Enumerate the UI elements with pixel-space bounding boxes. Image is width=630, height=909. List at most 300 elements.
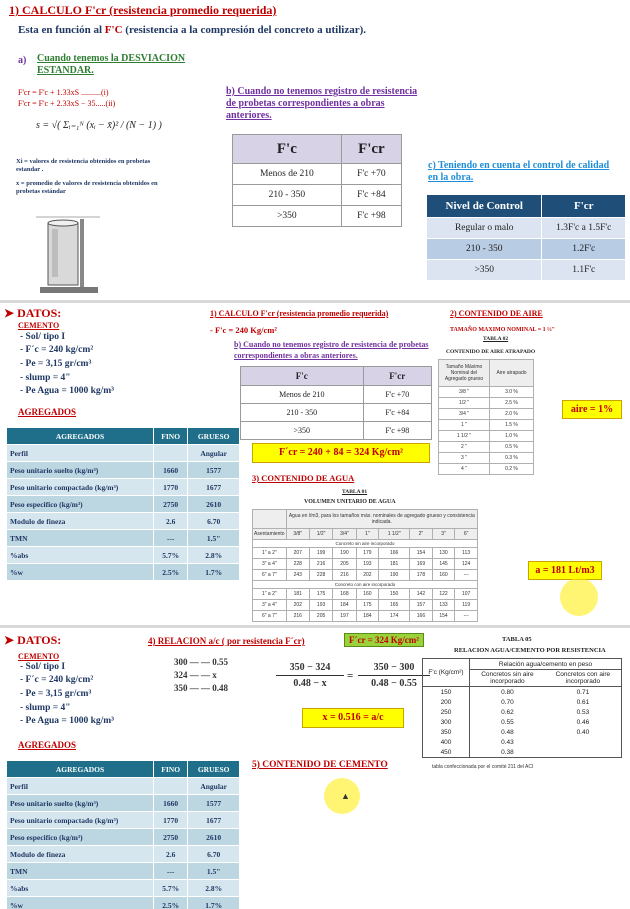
table-header-cell: Asentamiento (253, 529, 287, 540)
aire-title: 2) CONTENIDO DE AIRE (450, 309, 543, 318)
table-row (7, 897, 240, 909)
table-cell: 154 (432, 611, 455, 622)
table-header-cell: F'cr (363, 367, 431, 386)
table-cell: Peso unitario compactado (kg/m³) (7, 812, 154, 829)
fc-value: - F'c = 240 Kg/cm² (210, 325, 277, 335)
table-header-cell: 1/2" (309, 529, 332, 540)
table-header-cell: F'c (241, 367, 364, 386)
aire-table-header (439, 360, 534, 387)
case-b-title: b) Cuando no tenemos registro de resistencia de probetas correspondientes a obras anteriores. (226, 86, 418, 121)
table-cell: 0.53 (576, 708, 590, 716)
table-cell: 1.1F'c (542, 260, 626, 281)
table-cell: 169 (410, 559, 433, 570)
control-table-header-cell: F'cr (542, 195, 626, 218)
table-cell: --- (455, 570, 478, 581)
table-cell: 175 (356, 600, 379, 611)
case-b-title-2: b) Cuando no tenemos registro de resistencia de probetas correspondientes a obras anteriores. (234, 340, 429, 360)
table-row (7, 812, 240, 829)
table-cell: F'c +70 (363, 386, 431, 404)
ratio-header-fc: F'c (Kg/cm²) (423, 659, 470, 687)
table-cell: 3/8 " (439, 387, 490, 398)
agregados-table (6, 760, 240, 909)
table-row (253, 548, 478, 559)
table-cell: 2610 (188, 829, 240, 846)
table-cell: 124 (455, 559, 478, 570)
table-cell: 122 (432, 589, 455, 600)
table-cell: Peso unitario suelto (kg/m³) (7, 462, 154, 479)
table-cell: 184 (356, 611, 379, 622)
cement-item: - F´c = 240 kg/cm² (20, 675, 94, 685)
table-row (439, 464, 534, 475)
table-cell: 1 " (439, 420, 490, 431)
table-header-cell: Concretos sin aire incorporado (470, 670, 545, 687)
agua-result-box: a = 181 Lt/m3 (528, 561, 602, 580)
table-cell: 2.8% (188, 880, 240, 897)
agua-note: Agua en l/m3, para los tamaños máx. nominales de agregado grueso y consistencia indicada. (286, 510, 477, 529)
agregados-table (6, 427, 240, 581)
datos-label: DATOS: (17, 306, 62, 320)
table-cell: 150 (423, 687, 470, 698)
table-cell: 2750 (154, 829, 188, 846)
table-cell: 1.2F'c (542, 239, 626, 260)
formula-ii: F'cr = F'c + 2.33xS − 35.....(ii) (18, 99, 116, 108)
table-cell: 190 (379, 570, 410, 581)
table-cell: 160 (356, 589, 379, 600)
interp-line: 324 — — x (174, 670, 217, 680)
table-cell: >350 (233, 206, 342, 227)
table-row (427, 239, 626, 260)
table-header-cell: 1" (356, 529, 379, 540)
table-cell: 166 (410, 611, 433, 622)
table-row (439, 420, 534, 431)
table-cell: F'c +70 (341, 164, 401, 185)
table-cell: 216 (333, 570, 356, 581)
control-table-header (427, 195, 626, 218)
table-cell (545, 737, 622, 747)
table-row (439, 398, 534, 409)
table-row (253, 600, 478, 611)
fcr-table (232, 134, 402, 227)
table-row (423, 697, 622, 707)
fraction-bar (358, 675, 430, 676)
table-cell: Peso unitario suelto (kg/m³) (7, 795, 154, 812)
table-cell: 0.46 (576, 718, 590, 726)
table-row (7, 530, 240, 547)
table-cell: 2.8% (188, 547, 240, 564)
table-row (7, 564, 240, 581)
table-cell: 2.5% (154, 897, 188, 909)
table-cell: 133 (432, 600, 455, 611)
table-cell: 1770 (154, 812, 188, 829)
table-cell: Peso especifico (kg/m³) (7, 496, 154, 513)
aire-result-box: aire = 1% (562, 400, 622, 419)
case-a-label: a) (18, 55, 27, 66)
interp-line: 350 — — 0.48 (174, 683, 228, 693)
table-cell: --- (154, 530, 188, 547)
table-cell: 2.6 (154, 513, 188, 530)
table-cell: 400 (423, 737, 470, 747)
table-cell: 5.7% (154, 547, 188, 564)
table-cell: 1677 (188, 812, 240, 829)
cement-item: - Pe = 3,15 gr/cm³ (20, 689, 92, 699)
case-a-title: Cuando tenemos la DESVIACION ESTANDAR. (37, 53, 186, 76)
table-cell: 150 (379, 589, 410, 600)
table-row (7, 445, 240, 462)
fraction-bar (276, 675, 344, 676)
table-cell: 6" a 7" (253, 611, 287, 622)
table-cell: 2 " (439, 442, 490, 453)
table-header-cell: 2" (410, 529, 433, 540)
table-cell: 0.62 (501, 708, 514, 716)
table-cell: >350 (241, 422, 364, 440)
table-cell: 0.38 (501, 748, 514, 756)
table-cell: 1660 (154, 795, 188, 812)
table-cell: %w (7, 564, 154, 581)
table-cell: 166 (379, 548, 410, 559)
ratio-table (422, 658, 622, 758)
table-cell: 202 (356, 570, 379, 581)
table-row (7, 513, 240, 530)
calc-title: 1) CALCULO F'cr (resistencia promedio requerida) (210, 309, 389, 318)
table-cell: 193 (356, 559, 379, 570)
fraction-right-num-text: 350 − 300 (373, 662, 415, 673)
table-cell: Modulo de fineza (7, 513, 154, 530)
aire-table (438, 359, 534, 475)
table-cell: 3/4 " (439, 409, 490, 420)
table-cell: 1660 (154, 462, 188, 479)
table-header-cell: 1 1/2" (379, 529, 410, 540)
ratio-table-title: RELACION AGUA/CEMENTO POR RESISTENCIA (454, 647, 606, 654)
table-cell: 1.5" (188, 863, 240, 880)
table-row (7, 778, 240, 795)
fraction-right-numerator (358, 662, 430, 673)
slide1-subtitle (18, 24, 366, 36)
table-cell: 2610 (188, 496, 240, 513)
fcr-table-header-cell: F'c (233, 135, 342, 164)
table-cell: TMN (7, 863, 154, 880)
table-cell: 174 (379, 611, 410, 622)
table-cell: 243 (286, 570, 309, 581)
fraction-left-numerator (276, 662, 344, 673)
slide-2 (0, 303, 630, 625)
table-cell: F'c +84 (341, 185, 401, 206)
table-cell: 210 - 350 (241, 404, 364, 422)
table-cell: Menos de 210 (241, 386, 364, 404)
tabla02-label: TABLA 02 (483, 336, 509, 342)
fcr-table-header-cell: F'cr (341, 135, 401, 164)
table-cell: 181 (379, 559, 410, 570)
table-cell: 0.2 % (490, 464, 534, 475)
table-header-cell: Concretos con aire incorporado (545, 670, 622, 687)
ratio-table-source: tabla confeccionada por el comité 211 del ACI (432, 764, 534, 770)
table-row (241, 422, 432, 440)
datos-heading: ➤ DATOS: (4, 306, 62, 320)
table-cell: 1.0 % (490, 431, 534, 442)
fraction-left-denominator (276, 678, 344, 689)
table-cell: 250 (423, 707, 470, 717)
table-header-cell: FINO (154, 428, 188, 445)
formula-i: F'cr = F'c + 1.33xS ..........(i) (18, 88, 109, 97)
table-row (439, 431, 534, 442)
table-row (439, 409, 534, 420)
table-cell: 193 (309, 600, 332, 611)
table-cell: 181 (286, 589, 309, 600)
table-row (241, 386, 432, 404)
ratio-header-group: Relación agua/cemento en peso (470, 659, 622, 670)
table-row (423, 707, 622, 717)
table-cell: 1" a 2" (253, 589, 287, 600)
table-row (253, 611, 478, 622)
table-row (423, 717, 622, 727)
fcr-table-small (240, 366, 432, 440)
table-cell: 179 (356, 548, 379, 559)
table-subheader (253, 540, 478, 548)
table-cell: 2.6 (154, 846, 188, 863)
table-row (423, 687, 622, 698)
table-row (253, 570, 478, 581)
table-cell: 216 (286, 611, 309, 622)
ratio-table-header (423, 659, 622, 670)
table-cell: 3" a 4" (253, 559, 287, 570)
table-header-cell: AGREGADOS (7, 428, 154, 445)
table-cell: 184 (333, 600, 356, 611)
table-row (7, 829, 240, 846)
cursor-highlight (560, 578, 598, 616)
table-cell: 175 (309, 589, 332, 600)
table-row (7, 863, 240, 880)
agua-title: 3) CONTENIDO DE AGUA (252, 473, 355, 483)
datos-heading: ➤ DATOS: (4, 633, 62, 647)
table-cell: 6" a 7" (253, 570, 287, 581)
table-cell: 228 (286, 559, 309, 570)
cemento-title: 5) CONTENIDO DE CEMENTO (252, 760, 388, 770)
table-cell: %abs (7, 547, 154, 564)
table-cell: 205 (333, 559, 356, 570)
table-cell: 107 (455, 589, 478, 600)
table-header-cell: Aire atrapado (490, 360, 534, 387)
table-cell: 207 (286, 548, 309, 559)
table-cell: 1.7% (188, 897, 240, 909)
table-cell: 145 (432, 559, 455, 570)
table-cell: Angular (188, 445, 240, 462)
table-cell: 0.80 (501, 688, 514, 696)
table-cell: 3.0 % (490, 387, 534, 398)
table-cell: 4 " (439, 464, 490, 475)
relacion-title: 4) RELACION a/c ( por resistencia F´cr) (148, 636, 305, 646)
cement-item: - F´c = 240 kg/cm² (20, 345, 94, 355)
table-cell: 1.5 % (490, 420, 534, 431)
agregados-heading: AGREGADOS (18, 740, 77, 750)
table-row (253, 589, 478, 600)
table-cell: 168 (333, 589, 356, 600)
table-row (233, 206, 402, 227)
agua-note-row (253, 510, 478, 529)
cement-item: - Pe Agua = 1000 kg/m³ (20, 716, 115, 726)
table-cell (154, 778, 188, 795)
table-cell: 130 (432, 548, 455, 559)
table-cell: 1 1/2 " (439, 431, 490, 442)
table-cell: 216 (309, 559, 332, 570)
table-cell: --- (455, 611, 478, 622)
table-cell: 197 (333, 611, 356, 622)
interp-line: 300 — — 0.55 (174, 657, 228, 667)
table-header-cell: 3/8" (286, 529, 309, 540)
table-cell: F'c +98 (341, 206, 401, 227)
table-cell: %abs (7, 880, 154, 897)
table-cell: 0.43 (501, 738, 514, 746)
table-row (439, 387, 534, 398)
note-xi: Xi = valores de resistencia obtenidos en probetas estandar . (16, 158, 151, 173)
agregados-table-header (7, 428, 240, 445)
table-cell: 142 (410, 589, 433, 600)
fcr-badge: F´cr = 324 Kg/cm² (344, 633, 424, 647)
table-cell: Peso especifico (kg/m³) (7, 829, 154, 846)
table-cell: 160 (432, 570, 455, 581)
table-cell: F'c +84 (363, 404, 431, 422)
tam-max: TAMAÑO MAXIMO NOMINAL = 1 ½" (450, 327, 555, 333)
table-cell: 190 (333, 548, 356, 559)
table-cell: 300 (423, 717, 470, 727)
table-cell: 2750 (154, 496, 188, 513)
table-cell: 0.71 (576, 688, 590, 696)
table-row (423, 727, 622, 737)
table-row (7, 795, 240, 812)
table-cell: 1770 (154, 479, 188, 496)
cement-item: - Pe = 3,15 gr/cm³ (20, 359, 92, 369)
control-table-header-cell: Nivel de Control (427, 195, 542, 218)
table-cell: 6.70 (188, 846, 240, 863)
table-header-cell: AGREGADOS (7, 761, 154, 778)
mouse-pointer-icon: ▲ (341, 791, 350, 801)
table-cell: 450 (423, 747, 470, 758)
table-cell: 154 (410, 548, 433, 559)
fraction-right-denominator (358, 678, 430, 689)
note-x: x = promedio de valores de resistencia obtenidos en probetas estándar (16, 180, 158, 195)
table-cell: 2.5% (154, 564, 188, 581)
table-row (7, 496, 240, 513)
cement-item: - Sol/ tipo I (20, 332, 66, 342)
table-cell: 1.7% (188, 564, 240, 581)
tabla01-label: TABLA 01 (342, 489, 368, 495)
fraction-left (276, 662, 344, 689)
table-cell: 205 (309, 611, 332, 622)
table-cell: TMN (7, 530, 154, 547)
table-cell: Peso unitario compactado (kg/m³) (7, 479, 154, 496)
table-row (7, 462, 240, 479)
cement-item: - slump = 4" (20, 703, 71, 713)
subtitle-part-b: F'C (104, 24, 123, 36)
formula-s: s = √( Σᵢ₌₁ᴺ (xᵢ − x̄)² / (N − 1) ) (36, 120, 162, 131)
fraction-right (358, 662, 430, 689)
aire-table-title: CONTENIDO DE AIRE ATRAPADO (446, 349, 536, 355)
subtitle-part-a: Esta en función al (18, 24, 105, 36)
agregados-table-header (7, 761, 240, 778)
table-cell: Concreto sin aire incorporado (253, 540, 478, 548)
table-cell: 1/2 " (439, 398, 490, 409)
table-cell: 0.40 (576, 728, 590, 736)
table-header-cell: 3/4" (333, 529, 356, 540)
table-cell: 210 - 350 (233, 185, 342, 206)
table-row (241, 404, 432, 422)
fraction-left-num-text: 350 − 324 (289, 662, 331, 673)
table-cell: 119 (455, 600, 478, 611)
table-cell: Regular o malo (427, 218, 542, 239)
datos-label: DATOS: (17, 633, 62, 647)
table-cell: 165 (379, 600, 410, 611)
table-cell: 1677 (188, 479, 240, 496)
table-row (233, 185, 402, 206)
table-cell: 2.0 % (490, 409, 534, 420)
table-cell: 199 (309, 548, 332, 559)
table-cell: 0.61 (576, 698, 590, 706)
x-result-box: x = 0.516 = a/c (302, 708, 404, 728)
table-cell: 1.5" (188, 530, 240, 547)
table-cell: 1" a 2" (253, 548, 287, 559)
table-cell: 3" a 4" (253, 600, 287, 611)
table-header-cell: FINO (154, 761, 188, 778)
table-cell (545, 747, 622, 758)
table-cell: Perfil (7, 445, 154, 462)
table-cell: 1577 (188, 462, 240, 479)
table-row (7, 479, 240, 496)
table-row (7, 880, 240, 897)
table-cell: 202 (286, 600, 309, 611)
table-cell: 350 (423, 727, 470, 737)
table-row (427, 218, 626, 239)
table-cell: 228 (309, 570, 332, 581)
table-row (423, 737, 622, 747)
table-cell: Menos de 210 (233, 164, 342, 185)
table-cell: 0.55 (501, 718, 514, 726)
table-header-cell: Tamaño Máximo Nominal del Agregado grueso (439, 360, 490, 387)
agua-table (252, 509, 478, 622)
table-row (427, 260, 626, 281)
table-cell: F'c +98 (363, 422, 431, 440)
table-cell: 210 - 350 (427, 239, 542, 260)
fcr-result-box: F´cr = 240 + 84 = 324 Kg/cm² (252, 443, 430, 463)
slide1-title: 1) CALCULO F'cr (resistencia promedio requerida) (9, 3, 277, 17)
table-row (423, 747, 622, 758)
table-cell: 157 (410, 600, 433, 611)
table-cell: Concreto con aire incorporado (253, 581, 478, 589)
agua-table-title: VOLUMEN UNITARIO DE AGUA (304, 499, 396, 505)
tabla05-label: TABLA 05 (502, 636, 532, 643)
table-cell: 0.3 % (490, 453, 534, 464)
fcr-table-header (233, 135, 402, 164)
cemento-heading: CEMENTO (18, 652, 60, 661)
agregados-heading: AGREGADOS (18, 407, 77, 417)
control-table (426, 194, 626, 281)
table-cell: Perfil (7, 778, 154, 795)
table-header-cell (253, 510, 287, 529)
slide-3 (0, 628, 630, 909)
table-cell: 178 (410, 570, 433, 581)
fraction-left-den-text: 0.48 − x (293, 678, 327, 689)
table-header-cell: 6" (455, 529, 478, 540)
cement-item: - Sol/ tipo I (20, 662, 66, 672)
table-row (439, 442, 534, 453)
table-cell: >350 (427, 260, 542, 281)
table-row (439, 453, 534, 464)
fraction-equals: = (347, 670, 354, 682)
table-cell: %w (7, 897, 154, 909)
table-cell: 0.70 (501, 698, 514, 706)
table-cell: 200 (423, 697, 470, 707)
table-row (253, 559, 478, 570)
table-header-cell: 3" (432, 529, 455, 540)
table-cell: Modulo de fineza (7, 846, 154, 863)
fraction-right-den-text: 0.48 − 0.55 (371, 678, 417, 689)
